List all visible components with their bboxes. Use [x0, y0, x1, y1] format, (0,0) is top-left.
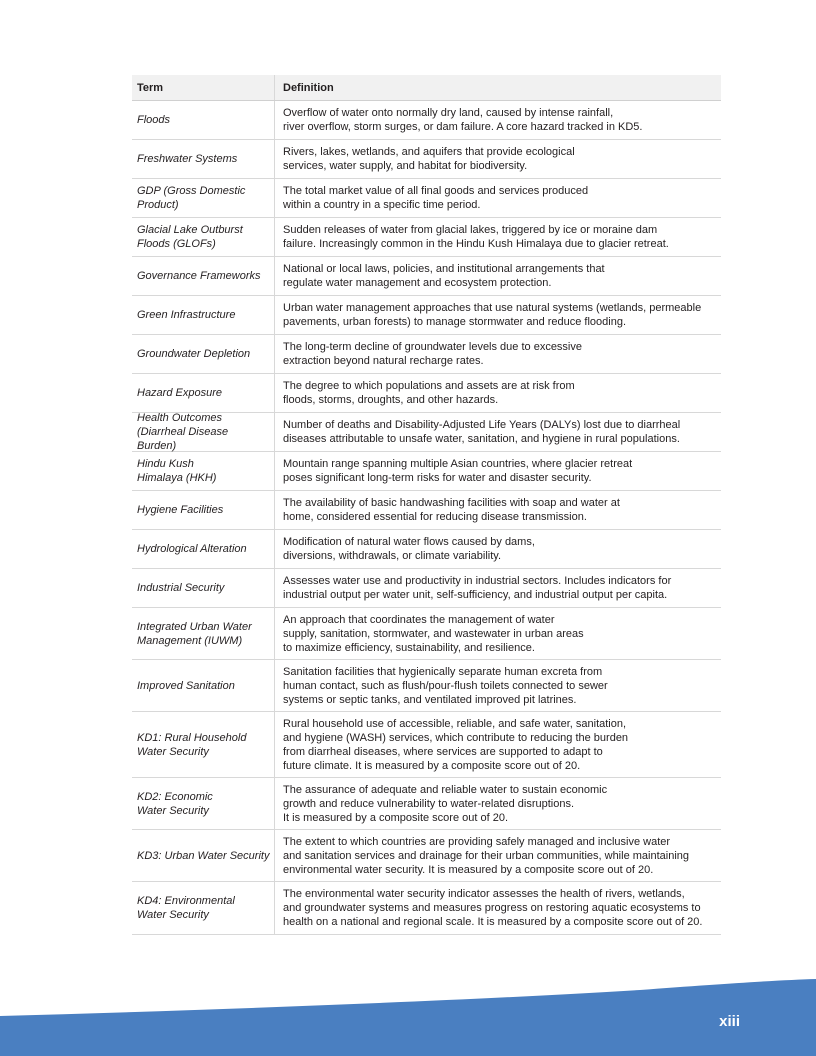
table-row	[132, 140, 721, 179]
term-cell: GDP (Gross Domestic Product)	[137, 185, 246, 211]
table-row	[132, 778, 721, 830]
definition-cell: The long-term decline of groundwater levels due to excessive extraction beyond natural recharge rates.	[274, 335, 721, 373]
term-cell: Governance Frameworks	[137, 270, 261, 282]
term-cell: Freshwater Systems	[137, 153, 238, 165]
table-row	[132, 179, 721, 218]
term-cell: Hazard Exposure	[137, 387, 222, 399]
definition-cell: Urban water management approaches that use natural systems (wetlands, permeable pavements, urban forests) to manage stormwater and reduce flooding.	[274, 296, 721, 334]
table-row	[132, 335, 721, 374]
term-cell: Glacial Lake Outburst Floods (GLOFs)	[137, 224, 243, 250]
definition-cell: The assurance of adequate and reliable water to sustain economic growth and reduce vulnerability to water-related disruptions. It is measured by a composite score out of 20.	[274, 778, 721, 829]
definition-cell: The environmental water security indicator assesses the health of rivers, wetlands, and groundwater systems and measures progress on restoring aquatic ecosystems to health on a national and regional scale. It is measured by a composite score out of 20.	[274, 882, 721, 934]
table-row	[132, 569, 721, 608]
definition-cell: The degree to which populations and assets are at risk from floods, storms, droughts, and other hazards.	[274, 374, 721, 412]
term-cell: Industrial Security	[137, 582, 225, 594]
definition-cell: Modification of natural water flows caused by dams, diversions, withdrawals, or climate variability.	[274, 530, 721, 568]
term-cell: Improved Sanitation	[137, 679, 235, 692]
definition-cell: Sudden releases of water from glacial lakes, triggered by ice or moraine dam failure. Increasingly common in the Hindu Kush Himalaya due to glacier retreat.	[274, 218, 721, 256]
definition-cell: Assesses water use and productivity in industrial sectors. Includes indicators for industrial output per water unit, self-sufficiency, and industrial output per capita.	[274, 569, 721, 607]
table-body	[132, 101, 721, 935]
page-number: xiii	[719, 1013, 740, 1030]
table-row	[132, 660, 721, 712]
term-cell: Hindu Kush Himalaya (HKH)	[137, 458, 217, 484]
definition-cell: The extent to which countries are providing safely managed and inclusive water and sanitation services and drainage for their urban communities, while maintaining environmental water security. It is measured by a composite score out of 20.	[274, 830, 721, 881]
table-row	[132, 712, 721, 778]
term-cell: KD4: Environmental Water Security	[137, 895, 235, 921]
term-cell: Integrated Urban Water Management (IUWM)	[137, 620, 252, 647]
definition-cell: An approach that coordinates the management of water supply, sanitation, stormwater, and wastewater in urban areas to maximize efficiency, sustainability, and resilience.	[274, 608, 721, 659]
glossary-table	[132, 75, 721, 935]
term-cell: KD1: Rural Household Water Security	[137, 731, 247, 758]
definition-cell: Rivers, lakes, wetlands, and aquifers that provide ecological services, water supply, and habitat for biodiversity.	[274, 140, 721, 178]
header-definition: Definition	[274, 75, 721, 100]
table-row	[132, 530, 721, 569]
term-cell: Health Outcomes (Diarrheal Disease Burden)	[137, 412, 229, 452]
definition-cell: National or local laws, policies, and institutional arrangements that regulate water management and ecosystem protection.	[274, 257, 721, 295]
definition-cell: Rural household use of accessible, reliable, and safe water, sanitation, and hygiene (WASH) services, which contribute to reducing the burden from diarrheal diseases, where services are supported to adapt to future climate. It is measured by a composite score out of 20.	[274, 712, 721, 777]
table-row	[132, 218, 721, 257]
definition-cell: Number of deaths and Disability-Adjusted Life Years (DALYs) lost due to diarrheal diseases attributable to unsafe water, sanitation, and hygiene in rural populations.	[274, 413, 721, 451]
table-row	[132, 491, 721, 530]
definition-cell: Sanitation facilities that hygienically separate human excreta from human contact, such as flush/pour-flush toilets connected to sewer systems or septic tanks, and ventilated improved pit latrines.	[274, 660, 721, 711]
footer-wave-shape	[0, 979, 816, 1056]
footer-wave	[0, 970, 816, 1056]
term-cell: Green Infrastructure	[137, 309, 236, 321]
table-row	[132, 452, 721, 491]
term-cell: Groundwater Depletion	[137, 348, 251, 360]
table-row	[132, 374, 721, 413]
definition-cell: Mountain range spanning multiple Asian countries, where glacier retreat poses significant long-term risks for water and disaster security.	[274, 452, 721, 490]
table-row	[132, 101, 721, 140]
table-row	[132, 830, 721, 882]
definition-cell: The availability of basic handwashing facilities with soap and water at home, considered essential for reducing disease transmission.	[274, 491, 721, 529]
term-cell: KD3: Urban Water Security	[137, 849, 270, 862]
term-cell: Floods	[137, 114, 171, 126]
definition-cell: Overflow of water onto normally dry land, caused by intense rainfall, river overflow, storm surges, or dam failure. A core hazard tracked in KD5.	[274, 101, 721, 139]
table-row	[132, 882, 721, 935]
definition-cell: The total market value of all final goods and services produced within a country in a specific time period.	[274, 179, 721, 217]
table-row	[132, 608, 721, 660]
table-header-row	[132, 75, 721, 101]
term-cell: Hygiene Facilities	[137, 504, 224, 516]
table-row	[132, 257, 721, 296]
table-row	[132, 296, 721, 335]
header-term: Term	[137, 81, 164, 94]
term-cell: KD2: Economic Water Security	[137, 790, 213, 817]
term-cell: Hydrological Alteration	[137, 543, 247, 555]
table-row	[132, 413, 721, 452]
